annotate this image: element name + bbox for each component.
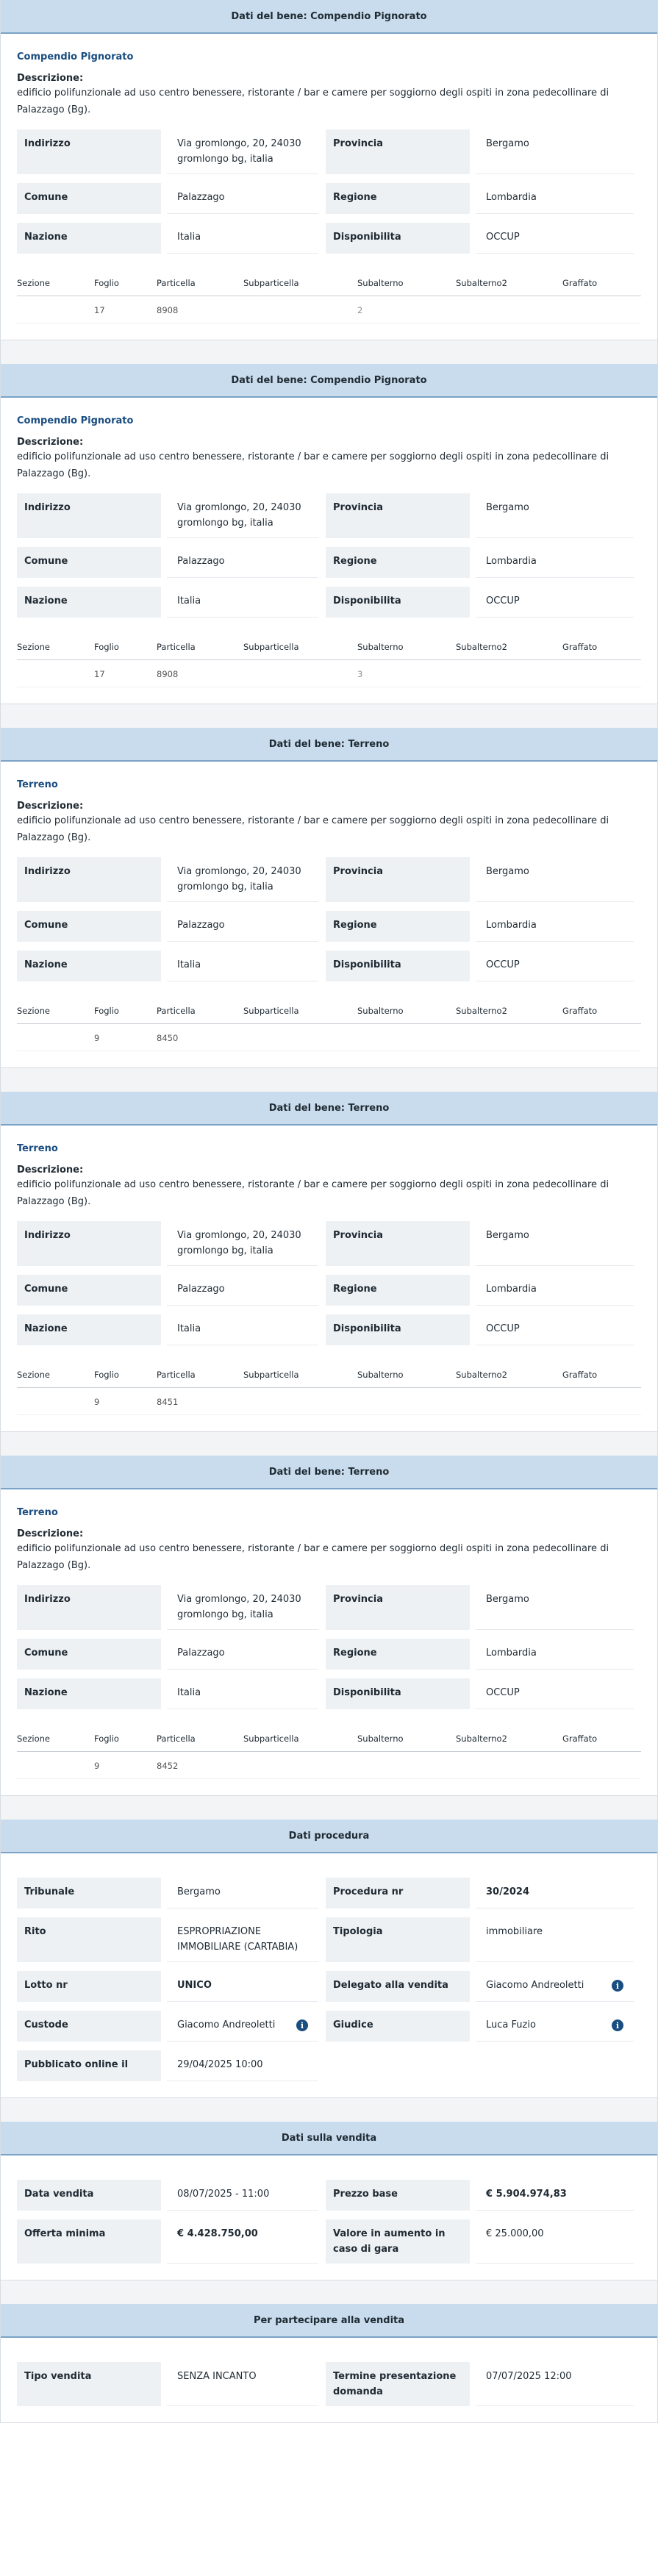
regione-label: Regione (326, 547, 470, 578)
disponibilita-value: OCCUP (476, 223, 634, 254)
partecipare-details (17, 2362, 641, 2406)
col-subalterno2: Subalterno2 (456, 1006, 507, 1016)
regione-label: Regione (326, 183, 470, 214)
disponibilita-value: OCCUP (476, 1678, 634, 1709)
section-header: Dati del bene: Terreno (1, 1092, 657, 1126)
section-header: Per partecipare alla vendita (1, 2304, 657, 2338)
procedura-nr-label: Procedura nr (326, 1878, 470, 1908)
comune-value: Palazzago (167, 1275, 318, 1306)
cell-particella: 8908 (157, 305, 179, 315)
regione-label: Regione (326, 1639, 470, 1670)
vendita-section (0, 2122, 658, 2280)
tipologia-value: immobiliare (476, 1917, 634, 1962)
lotto-label: Lotto nr (17, 1971, 161, 2002)
col-subparticella: Subparticella (243, 642, 299, 652)
custode-label: Custode (17, 2011, 161, 2042)
cell-graffato (562, 305, 641, 315)
info-icon[interactable]: i (296, 2019, 308, 2031)
bene-details (17, 1585, 641, 1709)
cell-foglio: 17 (94, 305, 105, 315)
pubblicato-value: 29/04/2025 10:00 (167, 2050, 318, 2081)
table-row (17, 1024, 641, 1051)
cell-subparticella (243, 669, 357, 679)
indirizzo-label: Indirizzo (17, 129, 161, 174)
cell-graffato (562, 1397, 641, 1407)
provincia-label: Provincia (326, 493, 470, 538)
data-vendita-value: 08/07/2025 - 11:00 (167, 2180, 318, 2211)
descrizione-text: edificio polifunzionale ad uso centro benessere, ristorante / bar e camere per soggiorno degli ospiti in zona pedecollinare di Palazzago (Bg). (17, 87, 609, 115)
bene-title: Terreno (17, 1507, 58, 1518)
indirizzo-label: Indirizzo (17, 493, 161, 538)
col-particella: Particella (157, 278, 196, 288)
cell-sezione (17, 1033, 94, 1043)
tribunale-value: Bergamo (167, 1878, 318, 1908)
bene-section (0, 728, 658, 1068)
bene-title: Terreno (17, 779, 58, 790)
catasto-table (17, 1728, 641, 1779)
termine-label: Termine presentazione domanda (326, 2362, 470, 2406)
col-sezione: Sezione (17, 1006, 51, 1016)
col-foglio: Foglio (94, 1370, 119, 1380)
col-subalterno2: Subalterno2 (456, 278, 507, 288)
catasto-header (17, 1728, 641, 1752)
cell-sezione (17, 1397, 94, 1407)
col-particella: Particella (157, 1370, 196, 1380)
section-gap (0, 1432, 658, 1456)
col-subalterno: Subalterno (357, 1370, 404, 1380)
catasto-table (17, 1001, 641, 1051)
cell-graffato (562, 1033, 641, 1043)
cell-particella: 8452 (157, 1761, 179, 1771)
cell-graffato (562, 1761, 641, 1771)
procedura-details (17, 1878, 641, 2081)
cell-subalterno2 (456, 305, 562, 315)
provincia-value: Bergamo (476, 1221, 634, 1266)
section-gap (0, 1796, 658, 1820)
rito-label: Rito (17, 1917, 161, 1962)
offerta-minima-label: Offerta minima (17, 2219, 161, 2264)
table-row (17, 1752, 641, 1779)
table-row (17, 1388, 641, 1415)
cell-subalterno2 (456, 669, 562, 679)
disponibilita-label: Disponibilita (326, 1314, 470, 1345)
catasto-table (17, 273, 641, 323)
cell-foglio: 9 (94, 1033, 100, 1043)
col-sezione: Sezione (17, 1734, 51, 1744)
col-graffato: Graffato (562, 1734, 598, 1744)
cell-particella: 8450 (157, 1033, 179, 1043)
col-graffato: Graffato (562, 1370, 598, 1380)
data-vendita-label: Data vendita (17, 2180, 161, 2211)
catasto-header (17, 273, 641, 296)
bene-details (17, 1221, 641, 1345)
pubblicato-label: Pubblicato online il (17, 2050, 161, 2081)
cell-subparticella (243, 1033, 357, 1043)
cell-subalterno: 3 (357, 669, 363, 679)
comune-value: Palazzago (167, 183, 318, 214)
regione-value: Lombardia (476, 1639, 634, 1670)
indirizzo-value: Via gromlongo, 20, 24030 gromlongo bg, italia (167, 1221, 318, 1266)
nazione-label: Nazione (17, 1314, 161, 1345)
table-row (17, 296, 641, 323)
nazione-label: Nazione (17, 587, 161, 618)
catasto-header (17, 1001, 641, 1024)
cell-subalterno2 (456, 1397, 562, 1407)
delegato-label: Delegato alla vendita (326, 1971, 470, 2002)
col-particella: Particella (157, 642, 196, 652)
provincia-value: Bergamo (476, 129, 634, 174)
bene-section (0, 0, 658, 340)
bene-title: Compendio Pignorato (17, 51, 134, 62)
disponibilita-label: Disponibilita (326, 223, 470, 254)
section-header: Dati del bene: Compendio Pignorato (1, 0, 657, 34)
prezzo-base-value: € 5.904.974,83 (476, 2180, 634, 2211)
descrizione-label: Descrizione: (17, 437, 84, 448)
descrizione-text: edificio polifunzionale ad uso centro benessere, ristorante / bar e camere per soggiorno degli ospiti in zona pedecollinare di Palazzago (Bg). (17, 451, 609, 479)
cell-graffato (562, 669, 641, 679)
section-header: Dati procedura (1, 1820, 657, 1853)
descrizione-label: Descrizione: (17, 1528, 84, 1539)
tipologia-label: Tipologia (326, 1917, 470, 1962)
col-sezione: Sezione (17, 1370, 51, 1380)
custode-value (167, 2011, 318, 2042)
indirizzo-value: Via gromlongo, 20, 24030 gromlongo bg, italia (167, 493, 318, 538)
section-header: Dati del bene: Terreno (1, 728, 657, 762)
col-particella: Particella (157, 1006, 196, 1016)
delegato-value (476, 1971, 634, 2002)
section-gap (0, 1068, 658, 1092)
cell-foglio: 17 (94, 669, 105, 679)
col-subalterno2: Subalterno2 (456, 1734, 507, 1744)
regione-label: Regione (326, 1275, 470, 1306)
offerta-minima-value: € 4.428.750,00 (167, 2219, 318, 2264)
col-sezione: Sezione (17, 278, 51, 288)
disponibilita-label: Disponibilita (326, 587, 470, 618)
bene-section (0, 364, 658, 704)
col-subparticella: Subparticella (243, 278, 299, 288)
tribunale-label: Tribunale (17, 1878, 161, 1908)
bene-section (0, 1092, 658, 1432)
indirizzo-label: Indirizzo (17, 1221, 161, 1266)
custode-name: Giacomo Andreoletti (177, 2019, 276, 2031)
cell-particella: 8908 (157, 669, 179, 679)
vendita-details (17, 2180, 641, 2264)
col-graffato: Graffato (562, 642, 598, 652)
cell-subalterno (357, 1761, 456, 1771)
col-foglio: Foglio (94, 278, 119, 288)
rito-value: ESPROPRIAZIONE IMMOBILIARE (CARTABIA) (167, 1917, 318, 1962)
descrizione-text: edificio polifunzionale ad uso centro benessere, ristorante / bar e camere per soggiorno degli ospiti in zona pedecollinare di Palazzago (Bg). (17, 815, 609, 843)
provincia-value: Bergamo (476, 857, 634, 902)
col-graffato: Graffato (562, 278, 598, 288)
disponibilita-label: Disponibilita (326, 1678, 470, 1709)
provincia-value: Bergamo (476, 493, 634, 538)
comune-label: Comune (17, 183, 161, 214)
indirizzo-label: Indirizzo (17, 1585, 161, 1630)
table-row (17, 660, 641, 687)
indirizzo-value: Via gromlongo, 20, 24030 gromlongo bg, italia (167, 129, 318, 174)
prezzo-base-label: Prezzo base (326, 2180, 470, 2211)
cell-subalterno: 2 (357, 305, 363, 315)
bene-title: Compendio Pignorato (17, 415, 134, 426)
disponibilita-value: OCCUP (476, 951, 634, 981)
provincia-label: Provincia (326, 129, 470, 174)
comune-label: Comune (17, 1639, 161, 1670)
col-subalterno: Subalterno (357, 642, 404, 652)
provincia-value: Bergamo (476, 1585, 634, 1630)
indirizzo-value: Via gromlongo, 20, 24030 gromlongo bg, italia (167, 857, 318, 902)
giudice-label: Giudice (326, 2011, 470, 2042)
nazione-label: Nazione (17, 223, 161, 254)
col-foglio: Foglio (94, 642, 119, 652)
cell-sezione (17, 305, 94, 315)
tipo-vendita-label: Tipo vendita (17, 2362, 161, 2406)
info-icon[interactable]: i (612, 2019, 623, 2031)
aumento-label: Valore in aumento in caso di gara (326, 2219, 470, 2264)
cell-subalterno (357, 1033, 456, 1043)
info-icon[interactable]: i (612, 1980, 623, 1992)
cell-particella: 8451 (157, 1397, 179, 1407)
cell-subalterno (357, 1397, 456, 1407)
nazione-label: Nazione (17, 1678, 161, 1709)
disponibilita-label: Disponibilita (326, 951, 470, 981)
nazione-value: Italia (167, 587, 318, 618)
comune-label: Comune (17, 547, 161, 578)
descrizione-text: edificio polifunzionale ad uso centro benessere, ristorante / bar e camere per soggiorno degli ospiti in zona pedecollinare di Palazzago (Bg). (17, 1179, 609, 1207)
nazione-value: Italia (167, 223, 318, 254)
bene-title: Terreno (17, 1143, 58, 1154)
section-header: Dati del bene: Compendio Pignorato (1, 364, 657, 398)
cell-subalterno2 (456, 1033, 562, 1043)
procedura-nr-value: 30/2024 (476, 1878, 634, 1908)
cell-subparticella (243, 1397, 357, 1407)
section-gap (0, 2098, 658, 2122)
provincia-label: Provincia (326, 1221, 470, 1266)
catasto-header (17, 637, 641, 660)
cell-foglio: 9 (94, 1761, 100, 1771)
regione-value: Lombardia (476, 183, 634, 214)
bene-details (17, 493, 641, 618)
comune-label: Comune (17, 1275, 161, 1306)
section-gap (0, 2280, 658, 2304)
indirizzo-label: Indirizzo (17, 857, 161, 902)
col-subalterno: Subalterno (357, 1006, 404, 1016)
comune-label: Comune (17, 911, 161, 942)
cell-subparticella (243, 1761, 357, 1771)
regione-value: Lombardia (476, 1275, 634, 1306)
bene-details (17, 129, 641, 254)
col-graffato: Graffato (562, 1006, 598, 1016)
col-subalterno: Subalterno (357, 278, 404, 288)
section-header: Dati del bene: Terreno (1, 1456, 657, 1489)
lotto-value: UNICO (167, 1971, 318, 2002)
descrizione-text: edificio polifunzionale ad uso centro benessere, ristorante / bar e camere per soggiorno degli ospiti in zona pedecollinare di Palazzago (Bg). (17, 1543, 609, 1571)
nazione-label: Nazione (17, 951, 161, 981)
provincia-label: Provincia (326, 1585, 470, 1630)
regione-value: Lombardia (476, 911, 634, 942)
cell-subalterno2 (456, 1761, 562, 1771)
nazione-value: Italia (167, 1314, 318, 1345)
col-subalterno2: Subalterno2 (456, 642, 507, 652)
nazione-value: Italia (167, 951, 318, 981)
disponibilita-value: OCCUP (476, 587, 634, 618)
comune-value: Palazzago (167, 911, 318, 942)
bene-details (17, 857, 641, 981)
aumento-value: € 25.000,00 (476, 2219, 634, 2264)
nazione-value: Italia (167, 1678, 318, 1709)
descrizione-label: Descrizione: (17, 1164, 84, 1176)
comune-value: Palazzago (167, 547, 318, 578)
catasto-table (17, 1364, 641, 1415)
bene-section (0, 1456, 658, 1796)
cell-sezione (17, 669, 94, 679)
col-sezione: Sezione (17, 642, 51, 652)
section-gap (0, 340, 658, 364)
section-header: Dati sulla vendita (1, 2122, 657, 2155)
col-subalterno2: Subalterno2 (456, 1370, 507, 1380)
descrizione-label: Descrizione: (17, 801, 84, 812)
col-subparticella: Subparticella (243, 1370, 299, 1380)
col-foglio: Foglio (94, 1006, 119, 1016)
col-subparticella: Subparticella (243, 1006, 299, 1016)
provincia-label: Provincia (326, 857, 470, 902)
cell-subparticella (243, 305, 357, 315)
regione-label: Regione (326, 911, 470, 942)
giudice-name: Luca Fuzio (486, 2019, 536, 2031)
section-gap (0, 704, 658, 728)
indirizzo-value: Via gromlongo, 20, 24030 gromlongo bg, italia (167, 1585, 318, 1630)
catasto-table (17, 637, 641, 687)
comune-value: Palazzago (167, 1639, 318, 1670)
disponibilita-value: OCCUP (476, 1314, 634, 1345)
termine-value: 07/07/2025 12:00 (476, 2362, 634, 2406)
procedura-section (0, 1820, 658, 2098)
col-subalterno: Subalterno (357, 1734, 404, 1744)
delegato-name: Giacomo Andreoletti (486, 1980, 584, 1991)
catasto-header (17, 1364, 641, 1388)
cell-foglio: 9 (94, 1397, 100, 1407)
tipo-vendita-value: SENZA INCANTO (167, 2362, 318, 2406)
col-foglio: Foglio (94, 1734, 119, 1744)
cell-sezione (17, 1761, 94, 1771)
col-particella: Particella (157, 1734, 196, 1744)
partecipare-section (0, 2304, 658, 2423)
descrizione-label: Descrizione: (17, 73, 84, 84)
giudice-value (476, 2011, 634, 2042)
regione-value: Lombardia (476, 547, 634, 578)
col-subparticella: Subparticella (243, 1734, 299, 1744)
